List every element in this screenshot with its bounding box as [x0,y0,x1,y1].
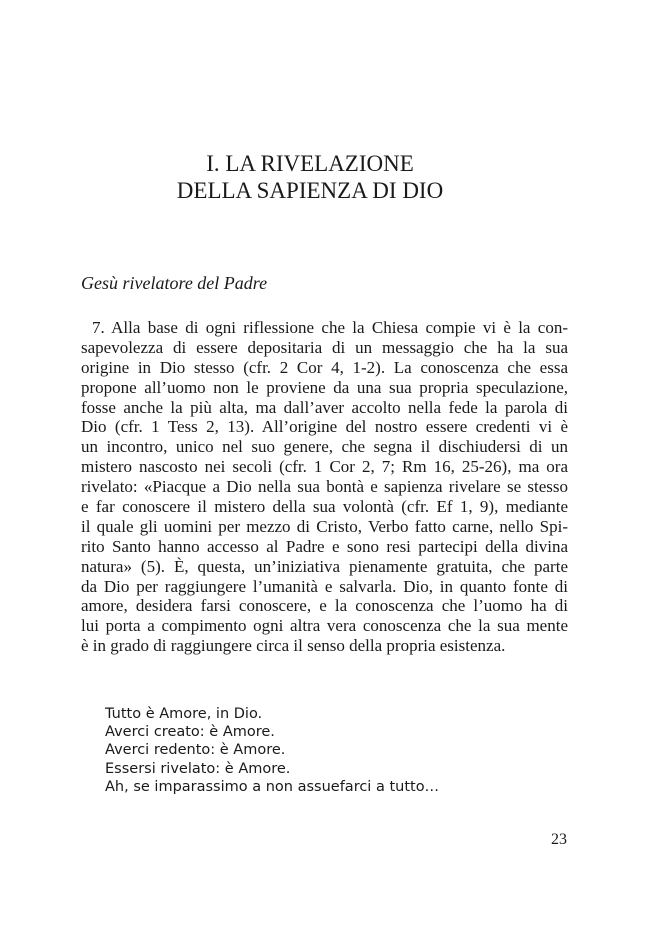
paragraph-line: sapevolezza di essere depositaria di un messaggio che ha la sua [81,337,568,357]
chapter-title [0,150,620,204]
poem [105,705,439,796]
paragraph-line: fosse anche la più alta, ma dall’aver accolto nella fede la parola di [81,397,568,417]
paragraph-line: da Dio per raggiungere l’umanità e salvarla. Dio, in quanto fonte di [81,576,568,596]
poem-line: Ah, se imparassimo a non assuefarci a tutto… [105,778,440,795]
poem-line: Tutto è Amore, in Dio. [105,706,263,722]
paragraph-line: 7. Alla base di ogni riflessione che la Chiesa compie vi è la con- [92,318,568,337]
paragraph-line: amore, desidera farsi conoscere, e la conoscenza che l’uomo ha di [81,596,568,616]
section-subtitle: Gesù rivelatore del Padre [81,273,268,293]
poem-line: Averci redento: è Amore. [105,742,286,759]
paragraph-line: mistero nascosto nei secoli (cfr. 1 Cor 2, 7; Rm 16, 25-26), ma ora [81,457,568,477]
paragraph-line: il quale gli uomini per mezzo di Cristo, Verbo fatto carne, nello Spi- [81,516,568,536]
paragraph-line: Dio (cfr. 1 Tess 2, 13). All’origine del nostro essere credenti vi è [81,417,568,437]
paragraph-line: natura» (5). È, questa, un’iniziativa pienamente gratuita, che parte [81,556,568,576]
paragraph-line: è in grado di raggiungere circa il senso della propria esistenza. [81,636,506,656]
paragraph-line: lui porta a compimento ogni altra vera conoscenza che la sua mente [81,616,568,636]
paragraph-line: un incontro, unico nel suo genere, che segna il dischiudersi di un [81,437,568,457]
poem-line: Averci creato: è Amore. [105,724,275,741]
body-paragraph [81,318,568,656]
paragraph-line: rito Santo hanno accesso al Padre e sono resi partecipi della divina [81,536,568,556]
paragraph-line: propone all’uomo non le proviene da una sua propria speculazione, [81,377,568,397]
chapter-title-line-2: DELLA SAPIENZA DI DIO [176,178,444,203]
paragraph-line: rivelato: «Piacque a Dio nella sua bontà e sapienza rivelare se stesso [81,477,568,497]
paragraph-line: origine in Dio stesso (cfr. 2 Cor 4, 1-2). La conoscenza che essa [81,357,568,377]
poem-line: Essersi rivelato: è Amore. [105,760,291,777]
page-number: 23 [551,831,567,848]
paragraph-line: e far conoscere il mistero della sua volontà (cfr. Ef 1, 9), mediante [81,497,568,517]
chapter-title-line-1: I. LA RIVELAZIONE [206,151,414,176]
